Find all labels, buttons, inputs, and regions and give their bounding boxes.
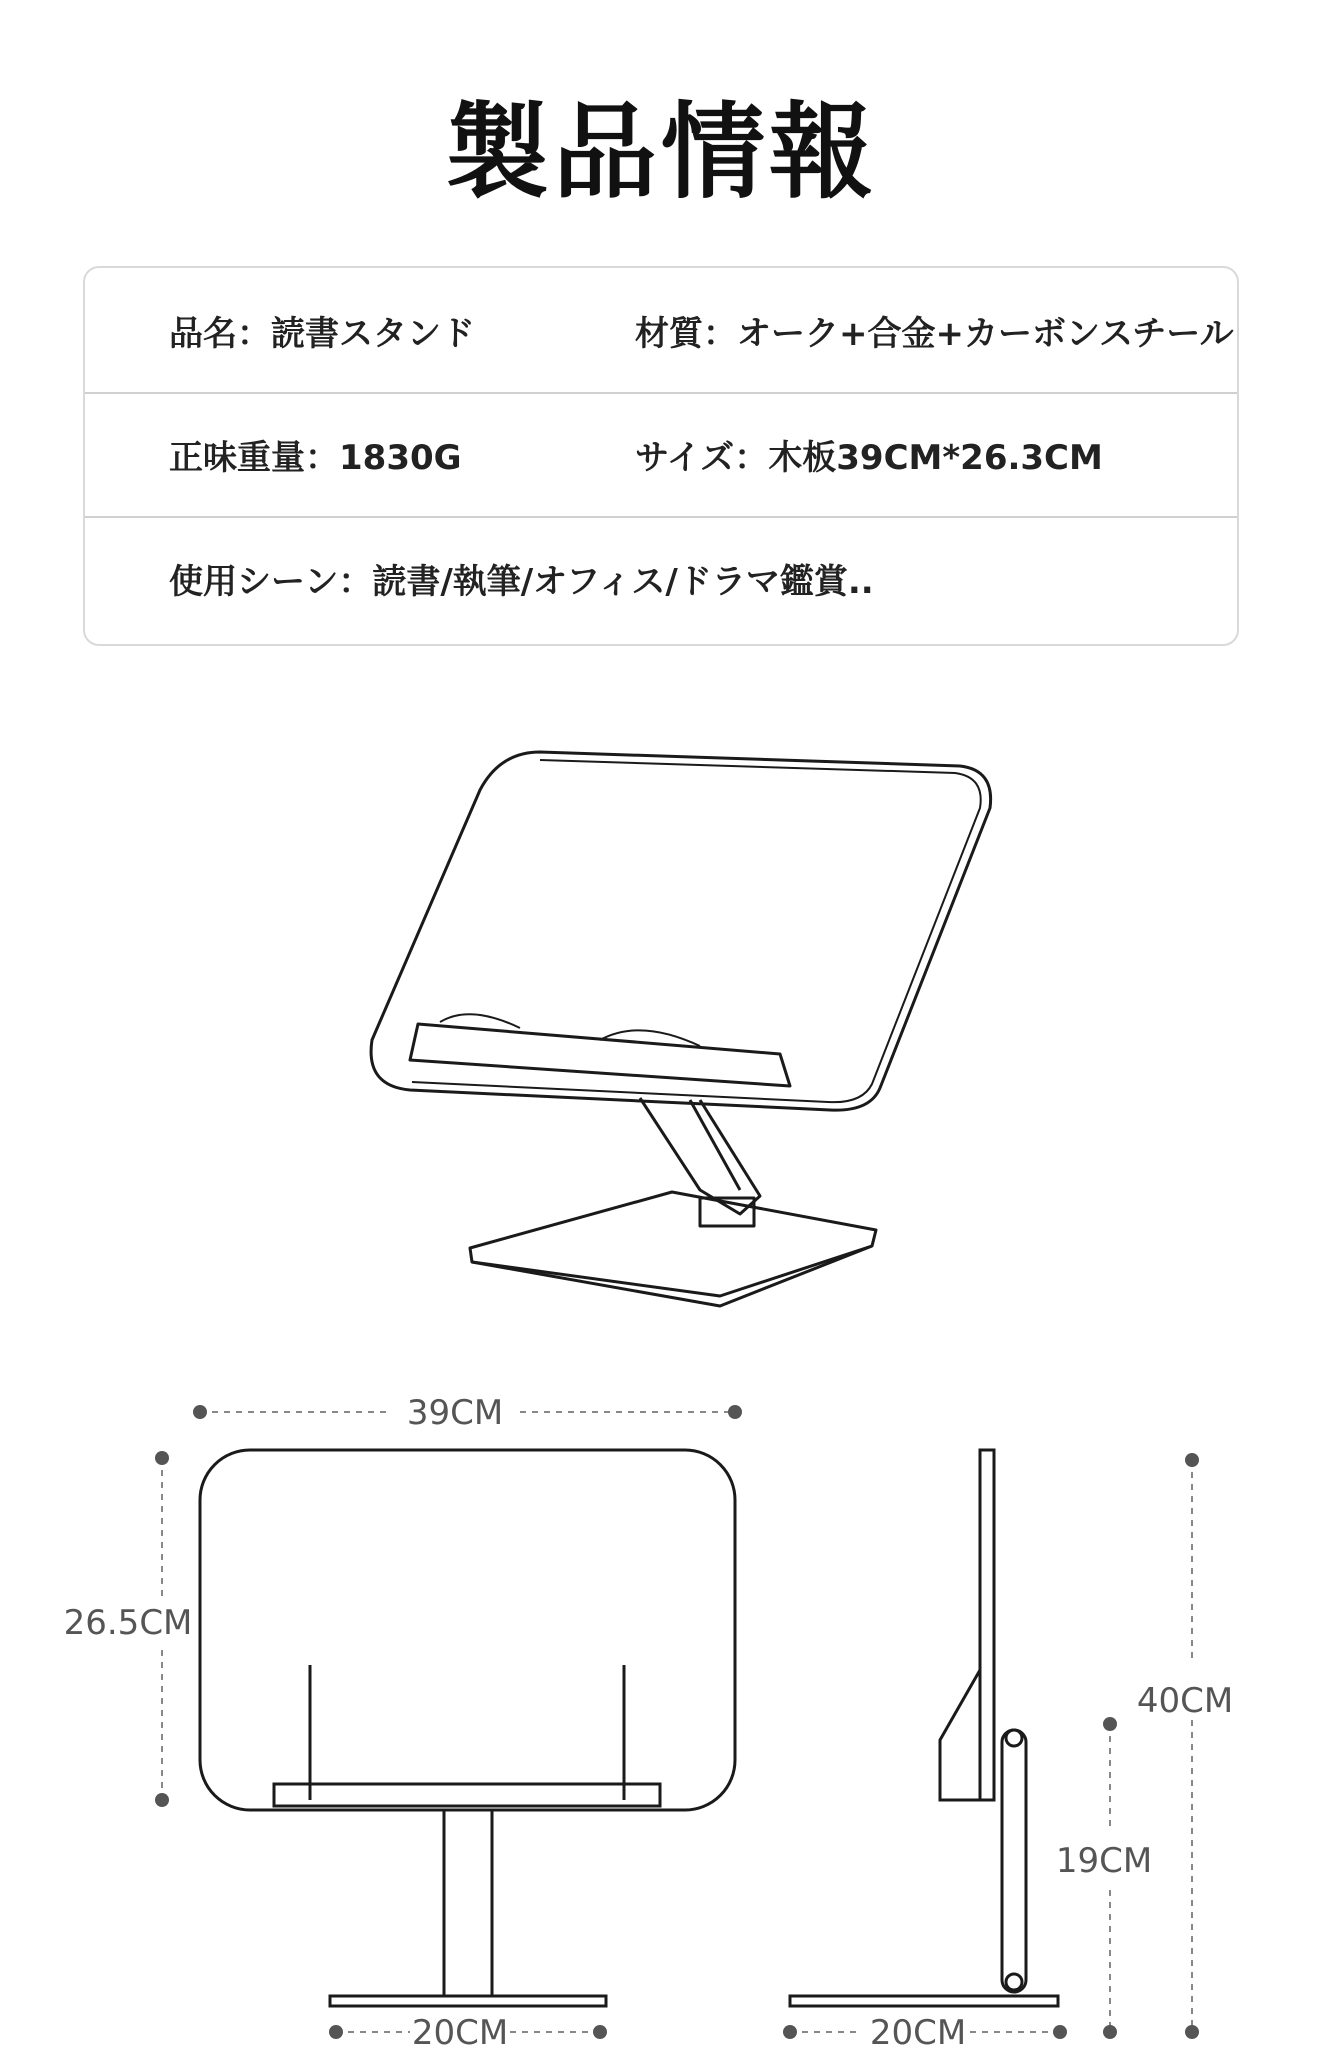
spec-net-weight: 正味重量：1830G xyxy=(169,437,462,478)
spec-usage: 使用シーン：読書/執筆/オフィス/ドラマ鑑賞.. xyxy=(169,561,874,602)
total-height-label: 40CM xyxy=(1136,1681,1234,1721)
page-title: 製品情報 xyxy=(444,91,877,213)
spec-product-name: 品名：読書スタンド xyxy=(169,313,475,354)
board-height-label: 26.5CM xyxy=(63,1603,193,1643)
stand-height-label: 19CM xyxy=(1055,1841,1153,1881)
board-width-label: 39CM xyxy=(406,1393,504,1433)
side-base-width-label: 20CM xyxy=(869,2013,967,2048)
front-base-width-label: 20CM xyxy=(411,2013,509,2048)
spec-size: サイズ：木板39CM*26.3CM xyxy=(635,437,1103,478)
spec-material: 材質：オーク+合金+カーボンスチール xyxy=(635,313,1234,354)
